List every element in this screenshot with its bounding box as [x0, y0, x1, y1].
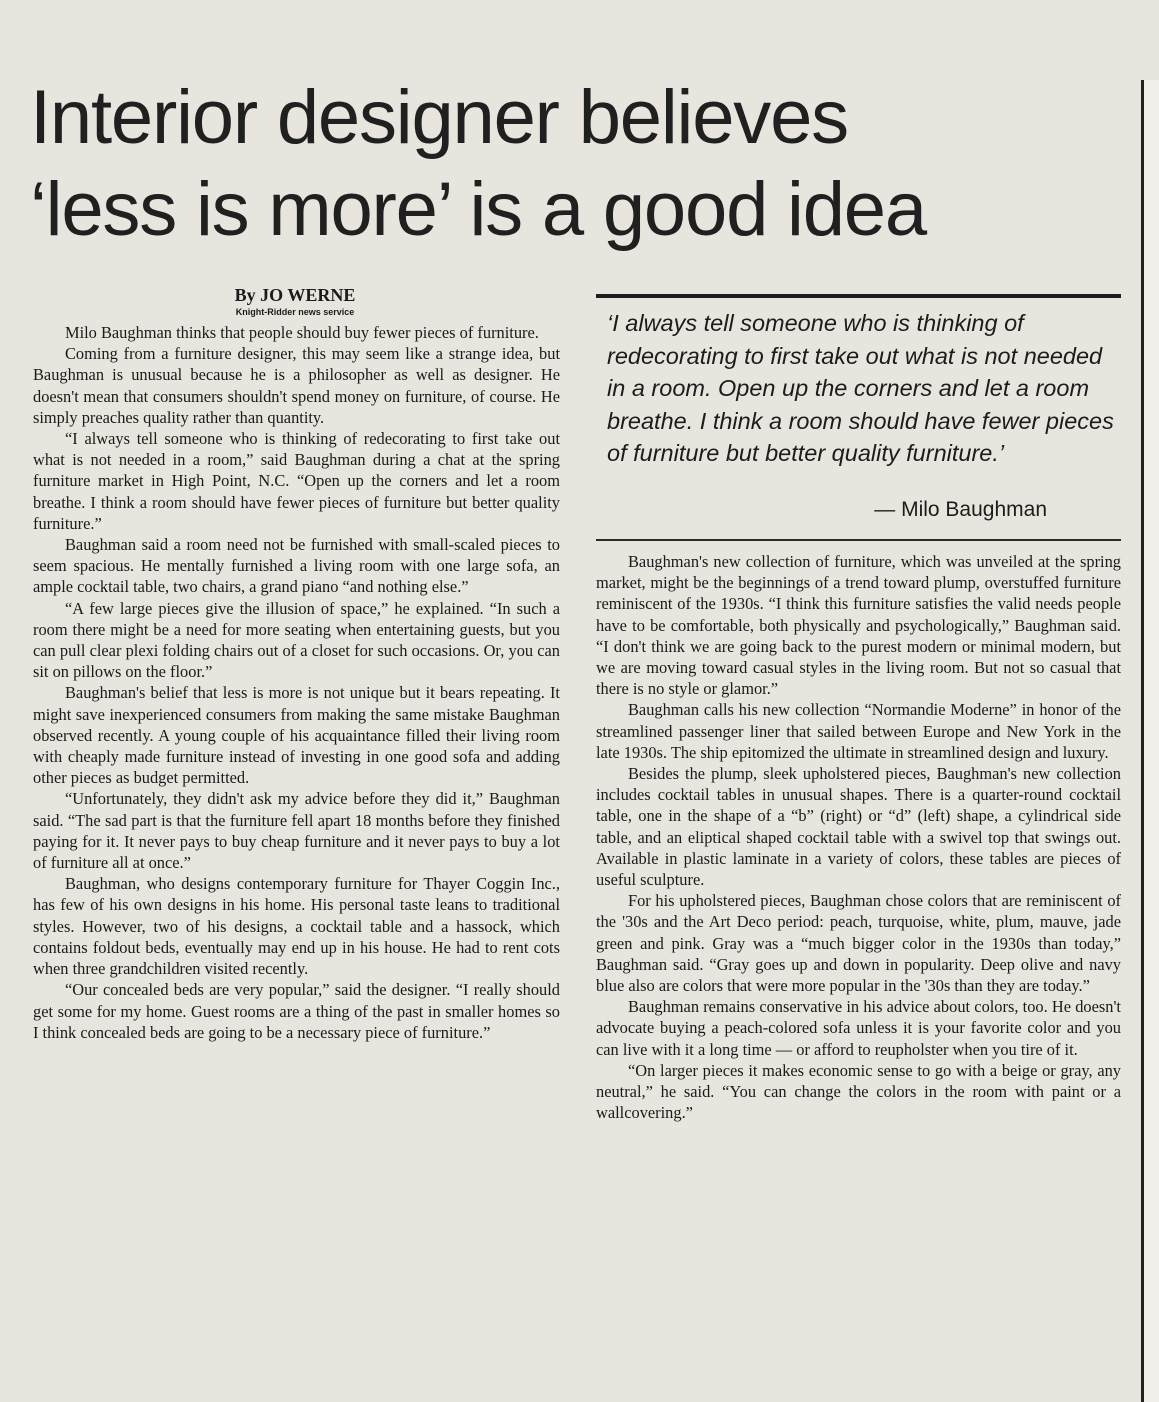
paragraph: “A few large pieces give the illusion of space,” he explained. “In such a room there might be a need for more seating when entertaining guests, but you can pull clear plexi folding chairs out of a closet for such occasions. Or, you can sit on pillows on the floor.” [33, 598, 560, 682]
paragraph: Besides the plump, sleek upholstered pieces, Baughman's new collection includes cocktail tables in unusual shapes. There is a quarter-round cocktail table, one in the shape of a “b” (right) or “d” (left) shape, a cylindrical side table, and an eliptical shaped cocktail table with a swivel top that swings out. Available in plastic laminate in a variety of colors, these tables are pieces of useful sculpture. [596, 764, 1121, 890]
paragraph: “Our concealed beds are very popular,” said the designer. “I really should get some for my home. Guest rooms are a thing of the past in smaller homes so I think concealed beds are going to be a necessary piece of furniture.” [33, 980, 560, 1042]
paragraph: Baughman calls his new collection “Normandie Moderne” in honor of the streamlined passenger liner that sailed between Europe and New York in the late 1930s. The ship epitomized the ultimate in streamlined design and luxury. [596, 700, 1121, 762]
pull-quote-attribution: — Milo Baughman [874, 498, 1047, 521]
paragraph: Baughman remains conservative in his advice about colors, too. He doesn't advocate buying a peach-colored sofa unless it is your favorite color and you can live with it a long time — or afford to reupholster when you tire of it. [596, 997, 1121, 1059]
pull-quote-bottom-rule [596, 539, 1121, 541]
byline: By JO WERNE [234, 285, 356, 305]
article-column-left [33, 322, 560, 1043]
paragraph: Baughman's new collection of furniture, which was unveiled at the spring market, might be the beginnings of a trend toward plump, overstuffed furniture reminiscent of the 1930s. “I think this furniture satisfies the valid needs people have to be comfortable, both physically and psychologically,” Baughman said. “I don't think we are going back to the purest modern or minimal modern, but we are moving toward casual styles in the living room. But not so casual that there is no style or glamor.” [596, 552, 1121, 699]
paragraph: Baughman's belief that less is more is not unique but it bears repeating. It might save inexperienced consumers from making the same mistake Baughman observed recently. A young couple of his acquaintance filled their living room with cheaply made furniture instead of investing in one good sofa and adding other pieces as budget permitted. [33, 683, 560, 788]
paragraph: Baughman said a room need not be furnished with small-scaled pieces to seem spacious. He mentally furnished a living room with one large sofa, an ample cocktail table, two chairs, a grand piano “and nothing else.” [33, 535, 560, 597]
paragraph: “I always tell someone who is thinking of redecorating to first take out what is not needed in a room,” said Baughman during a chat at the spring furniture market in High Point, N.C. “Open up the corners and let a room breathe. I think a room should have fewer pieces of furniture but better quality furniture.” [33, 429, 560, 533]
article-column-right [596, 551, 1121, 1123]
adjacent-column-edge [1144, 80, 1159, 1402]
paragraph: For his upholstered pieces, Baughman chose colors that are reminiscent of the '30s and the Art Deco period: peach, turquoise, white, plum, mauve, jade green and pink. Gray was a “much bigger color in the 1930s than today,” Baughman said. “Gray goes up and down in popularity. Deep olive and navy blue also are colors that were more popular in the '30s than they are today.” [596, 891, 1121, 996]
paragraph: Baughman, who designs contemporary furniture for Thayer Coggin Inc., has few of his own designs in his home. His personal taste leans to traditional styles. However, two of his designs, a cocktail table and a hassock, which contains foldout beds, eventually may end up in his house. He had to rent cots when three grandchildren visited recently. [33, 874, 560, 979]
headline-line-1: Interior designer believes [30, 75, 848, 160]
news-service-credit: Knight-Ridder news service [235, 307, 355, 317]
headline [30, 72, 1130, 256]
pull-quote-top-rule [596, 294, 1121, 298]
paragraph: Milo Baughman thinks that people should buy fewer pieces of furniture. [65, 323, 539, 342]
paragraph: Coming from a furniture designer, this may seem like a strange idea, but Baughman is unusual because he is a philosopher as well as designer. He doesn't mean that consumers shouldn't spend money on furniture, of course. He simply preaches quality rather than quantity. [33, 344, 560, 427]
pull-quote: ‘I always tell someone who is thinking of redecorating to first take out what is not needed in a room. Open up the corners and let a room breathe. I think a room should have fewer pieces of furniture but better quality furniture.’ [607, 310, 1114, 466]
paragraph: “On larger pieces it makes economic sense to go with a beige or gray, any neutral,” he said. “You can change the colors in the room with paint or a wallcovering.” [596, 1060, 1121, 1123]
paragraph: “Unfortunately, they didn't ask my advice before they did it,” Baughman said. “The sad part is that the furniture fell apart 18 months before they finished paying for it. It never pays to buy cheap furniture and it never pays to buy a lot of furniture all at once.” [33, 789, 560, 873]
headline-line-2: ‘less is more’ is a good idea [30, 167, 926, 252]
